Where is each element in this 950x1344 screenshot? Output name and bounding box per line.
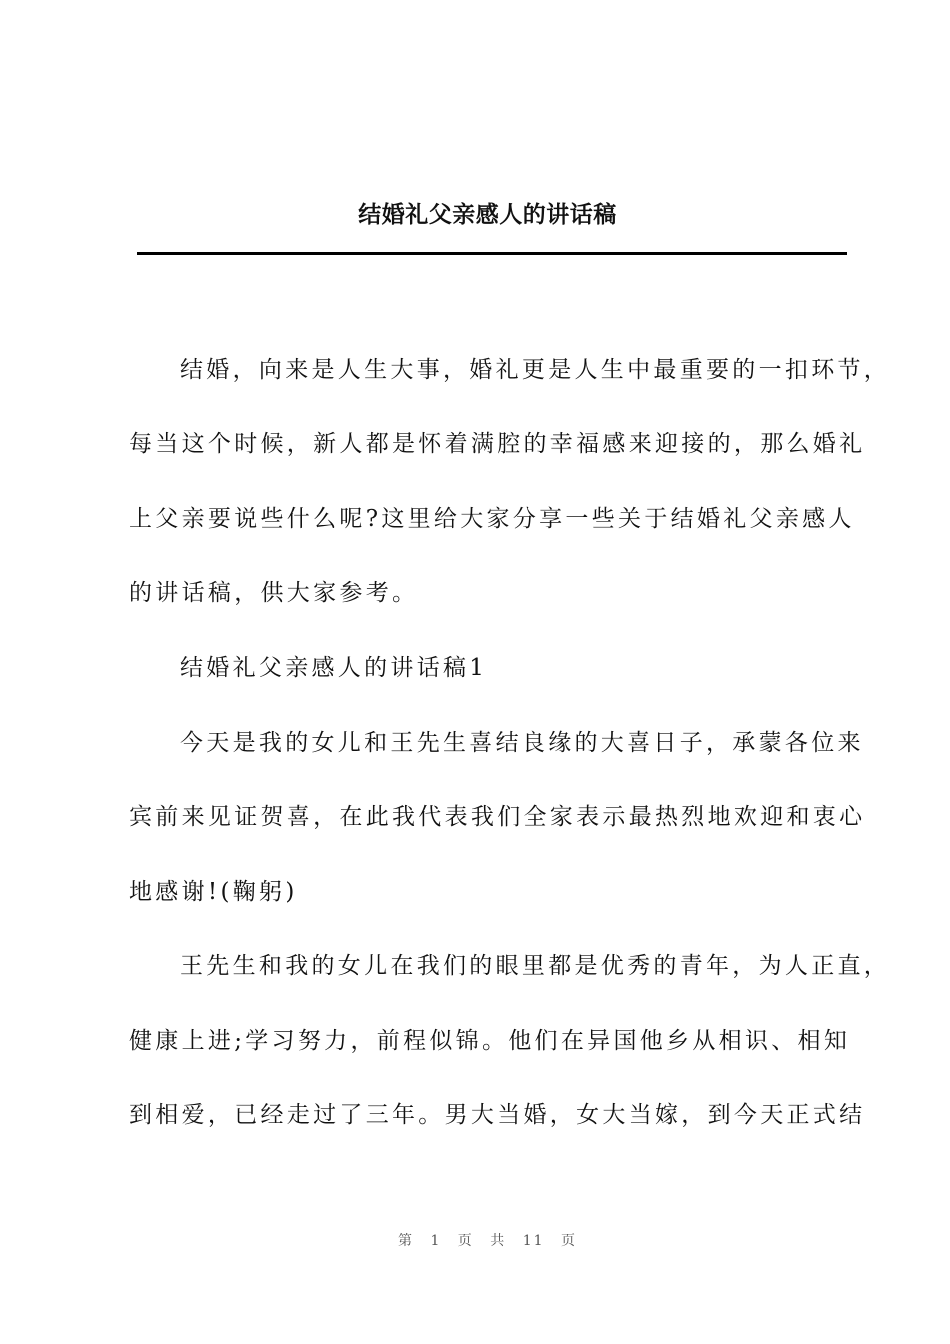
paragraph-line: 地感谢!(鞠躬) xyxy=(129,879,298,905)
paragraph-line: 王先生和我的女儿在我们的眼里都是优秀的青年，为人正直， xyxy=(180,953,891,979)
paragraph-line: 每当这个时候，新人都是怀着满腔的幸福感来迎接的，那么婚礼 xyxy=(129,431,866,457)
section-heading: 结婚礼父亲感人的讲话稿1 xyxy=(180,655,488,681)
title-underline xyxy=(137,252,847,255)
page-footer: 第 1 页 共 11 页 xyxy=(398,1233,577,1249)
paragraph-line: 到相爱，已经走过了三年。男大当婚，女大当嫁，到今天正式结 xyxy=(129,1102,866,1128)
paragraph-line: 的讲话稿，供大家参考。 xyxy=(129,580,419,606)
paragraph-line: 今天是我的女儿和王先生喜结良缘的大喜日子，承蒙各位来 xyxy=(180,730,864,756)
paragraph-line: 结婚，向来是人生大事，婚礼更是人生中最重要的一扣环节， xyxy=(180,357,891,383)
paragraph-line: 上父亲要说些什么呢?这里给大家分享一些关于结婚礼父亲感人 xyxy=(129,506,855,532)
paragraph-line: 健康上进;学习努力，前程似锦。他们在异国他乡从相识、相知 xyxy=(129,1028,851,1054)
paragraph-line: 宾前来见证贺喜，在此我代表我们全家表示最热烈地欢迎和衷心 xyxy=(129,804,866,830)
document-title: 结婚礼父亲感人的讲话稿 xyxy=(358,202,617,228)
